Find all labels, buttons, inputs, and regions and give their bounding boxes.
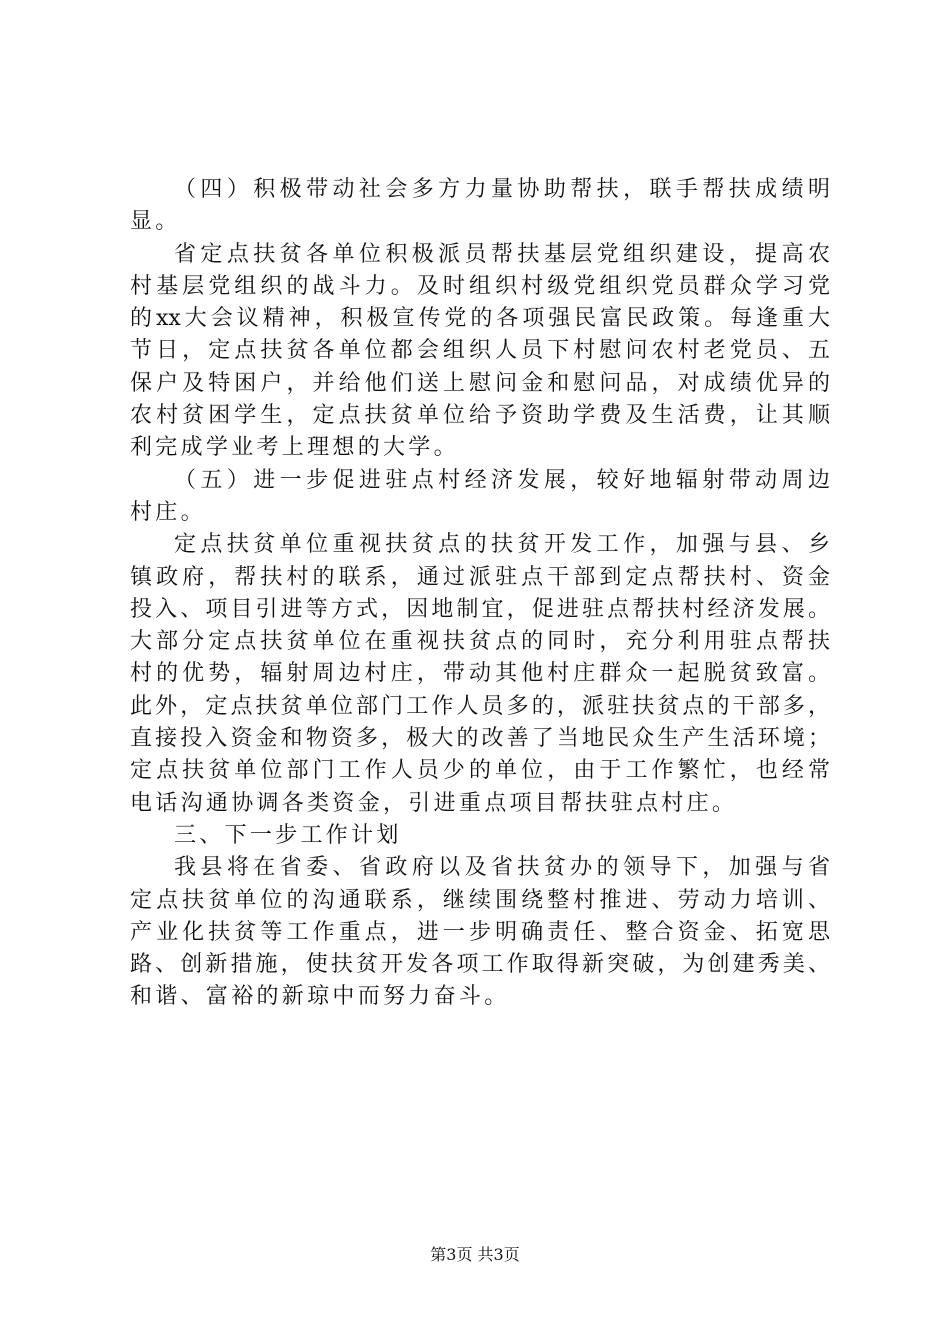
- text-line: 保户及特困户，并给他们送上慰问金和慰问品，对成绩优异的: [130, 370, 830, 396]
- text-line: 和谐、富裕的新琼中而努力奋斗。: [130, 984, 510, 1010]
- section-heading-5: （五）进一步促进驻点村经济发展，较好地辐射带动周边: [174, 467, 830, 493]
- text-line: 电话沟通协调各类资金，引进重点项目帮扶驻点村庄。: [130, 790, 738, 816]
- section-heading-4: （四）积极带动社会多方力量协助帮扶，联手帮扶成绩明: [174, 177, 830, 202]
- text-line: 利完成学业考上理想的大学。: [130, 435, 459, 461]
- text-line: 路、创新措施，使扶贫开发各项工作取得新突破，为创建秀美、: [130, 952, 830, 978]
- text-line: 农村贫困学生，定点扶贫单位给予资助学费及生活费，让其顺: [130, 403, 830, 429]
- text-line: 大部分定点扶贫单位在重视扶贫点的同时，充分利用驻点帮扶: [130, 629, 830, 655]
- text-line: 村基层党组织的战斗力。及时组织村级党组织党员群众学习党: [130, 273, 830, 299]
- text-line: 显。: [130, 209, 181, 235]
- text-line: 投入、项目引进等方式，因地制宜，促进驻点帮扶村经济发展。: [130, 596, 830, 622]
- text-line: 此外，定点扶贫单位部门工作人员多的，派驻扶贫点的干部多，: [130, 693, 830, 719]
- text-line: 节日，定点扶贫各单位都会组织人员下村慰问农村老党员、五: [130, 338, 830, 364]
- text-line: 的xx大会议精神，积极宣传党的各项强民富民政策。每逢重大: [130, 306, 830, 332]
- text-line: 直接投入资金和物资多，极大的改善了当地民众生产生活环境；: [130, 726, 830, 752]
- text-line: 村庄。: [130, 499, 206, 525]
- document-body: [130, 174, 830, 1014]
- section-heading-3: 三、下一步工作计划: [174, 822, 402, 848]
- text-line: 产业化扶贫等工作重点，进一步明确责任、整合资金、拓宽思: [130, 919, 830, 945]
- text-line: 定点扶贫单位部门工作人员少的单位，由于工作繁忙，也经常: [130, 758, 830, 784]
- text-line: 定点扶贫单位的沟通联系，继续围绕整村推进、劳动力培训、: [130, 887, 830, 913]
- page-number: 第3页 共3页: [430, 1245, 520, 1264]
- paragraph-start: 定点扶贫单位重视扶贫点的扶贫开发工作，加强与县、乡: [174, 532, 830, 558]
- paragraph-start: 省定点扶贫各单位积极派员帮扶基层党组织建设，提高农: [174, 241, 830, 267]
- text-line: 镇政府，帮扶村的联系，通过派驻点干部到定点帮扶村、资金: [130, 564, 830, 590]
- text-line: 村的优势，辐射周边村庄，带动其他村庄群众一起脱贫致富。: [130, 661, 830, 687]
- page-footer: [0, 1243, 950, 1267]
- paragraph-start: 我县将在省委、省政府以及省扶贫办的领导下，加强与省: [174, 855, 830, 881]
